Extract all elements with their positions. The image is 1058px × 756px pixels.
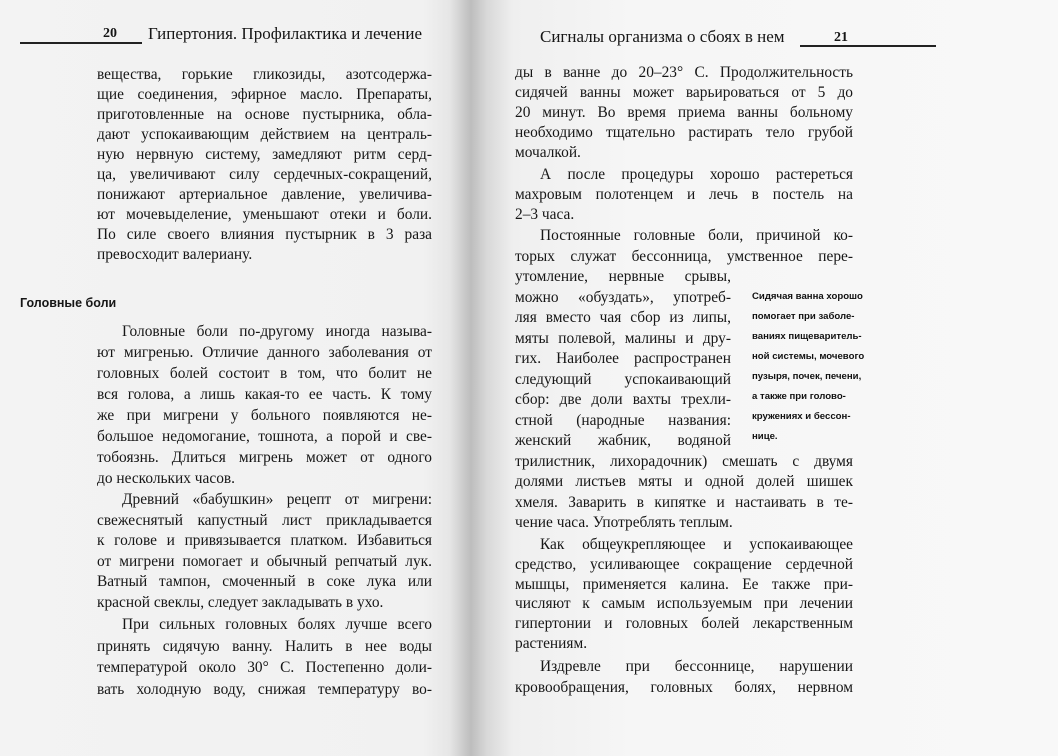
header-rule (800, 45, 936, 47)
text-line: кровообращения, головных болях, нервном (515, 679, 853, 696)
paragraph (97, 321, 432, 489)
text-line: долями листьев мяты и одной долей шишек (515, 473, 853, 490)
page-number: 20 (103, 26, 117, 41)
text-line: ды в ванне до 20–23° С. Продолжительность (515, 64, 853, 81)
sidebar-note-line: а также при голово- (752, 391, 846, 402)
text-line: тобоязнь. Длиться мигрень может от одного (97, 449, 432, 466)
text-line: числяют к самым используемым при лечении (515, 595, 853, 613)
text-line: щие соединения, эфирное масло. Препараты, (97, 86, 432, 103)
running-head: Сигналы организма о сбоях в нем (540, 27, 785, 46)
text-line: приготовленные на основе пустырника, обла- (97, 106, 432, 123)
text-line: следующий успокаивающий (515, 370, 731, 388)
text-line: дают успокаивающим действием на централь- (97, 126, 432, 143)
paragraph (97, 490, 432, 613)
text-line: гих. Наиболее распространен (515, 350, 731, 367)
text-line: утомление, нервные срывы, (515, 268, 731, 285)
text-line: ную нервную систему, замедляют ритм серд- (97, 146, 432, 163)
text-line: большое недомогание, тошнота, а порой и све- (97, 428, 432, 445)
section-heading: Головные боли (20, 296, 117, 310)
text-line: 2–3 часа. (515, 206, 575, 223)
text-line: можно «обуздать», употреб- (515, 288, 731, 306)
text-line: Древний «бабушкин» рецепт от мигрени: (122, 491, 432, 508)
paragraph (97, 614, 432, 700)
text-line: до нескольких часов. (97, 470, 236, 487)
text-line: свежеснятый капустный лист прикладывается (97, 511, 432, 529)
text-line: ца, увеличивают силу сердечных-сокращений, (97, 166, 432, 183)
sidebar-note-line: ной системы, мочевого (752, 351, 865, 362)
paragraph (97, 65, 432, 265)
text-line: Головные боли по-другому иногда называ- (122, 323, 432, 340)
text-line: принять сидячую ванну. Налить в нее воды (97, 637, 432, 655)
text-line: вещества, горькие гликозиды, азотсодержа- (97, 66, 432, 83)
text-line: мышцы, применяется калина. Ее также при- (515, 575, 853, 593)
sidebar-note-line: кружениях и бессон- (752, 411, 851, 422)
paragraph (515, 63, 853, 163)
text-line: Издревле при бессоннице, нарушении (540, 658, 853, 675)
text-line: гипертонии и головных болей лекарственным (515, 615, 853, 633)
text-line: По силе своего влияния пустырник в 3 раза (97, 226, 432, 243)
text-line: необходимо тщательно растирать тело грубой (515, 124, 853, 141)
text-line: 20 минут. Во время приема ванны больному (515, 104, 853, 121)
text-line: женский жабник, водяной (515, 432, 731, 449)
text-line: понижают артериальное давление, увеличива- (97, 186, 432, 203)
text-line: же при мигрени у больного появляются не- (97, 407, 432, 424)
text-line: Как общеукрепляющее и успокаивающее (540, 536, 853, 553)
text-line: средство, усиливающее сокращение сердечной (515, 555, 853, 573)
sidebar-note-line: пузыря, почек, печени, (752, 371, 862, 382)
text-line: температурой около 30° С. Постепенно доли- (97, 659, 432, 676)
text-line: вать холодную воду, снижая температуру во- (97, 680, 432, 698)
paragraph (515, 165, 853, 225)
text-line: ляя вместо чая сбор из липы, (515, 309, 731, 326)
text-line: мочалкой. (515, 144, 581, 161)
text-line: чение часа. Употреблять теплым. (515, 514, 733, 531)
running-head: Гипертония. Профилактика и лечение (148, 24, 422, 43)
sidebar-note-line: ваниях пищеваритель- (752, 331, 862, 342)
paragraph (515, 535, 853, 654)
text-line: хмеля. Заварить в кипятке и настаивать в те- (515, 493, 853, 511)
text-line: При сильных головных болях лучше всего (122, 616, 432, 633)
text-line: превосходит валериану. (97, 246, 253, 263)
text-line: сидячей ванны может варьироваться от 5 до (515, 84, 853, 101)
text-line: ют мочевыделение, уменьшают отеки и боли. (97, 206, 432, 223)
text-line: ют мигренью. Отличие данного заболевания от (97, 344, 432, 361)
text-line: красной свеклы, следует закладывать в ухо. (97, 593, 384, 611)
text-line: трилистник, лихорадочник) смешать с двумя (515, 452, 853, 470)
text-line: к голове и привязывается платком. Избавиться (97, 532, 432, 549)
sidebar-note-line: помогает при заболе- (752, 311, 855, 322)
paragraph (515, 656, 853, 698)
text-line: Постоянные головные боли, причиной ко- (540, 227, 853, 244)
text-line: стной (народные названия: (515, 411, 731, 429)
text-line: от мигрени помогает и обычный репчатый лук. (97, 552, 432, 570)
sidebar-note (752, 287, 864, 447)
text-line: Ватный тампон, смоченный в соке лука или (97, 573, 432, 590)
sidebar-note-line: Сидячая ванна хорошо (752, 291, 863, 302)
header-rule (20, 42, 142, 44)
text-line: махровым полотенцем и лечь в постель на (515, 186, 853, 203)
text-line: головных болей состоит в том, что болит не (97, 365, 432, 382)
text-line: сбор: две доли вахты трехли- (515, 391, 731, 408)
text-line: торых служат бессонница, умственное пере- (515, 247, 853, 265)
text-line: мяты полевой, малины и дру- (515, 329, 731, 347)
text-line: растениям. (515, 634, 588, 652)
text-line: вся голова, а лишь какая-то ее часть. К тому (97, 386, 432, 403)
sidebar-note-line: нице. (752, 431, 778, 442)
text-line: А после процедуры хорошо растереться (540, 166, 853, 183)
page-number: 21 (834, 30, 848, 45)
